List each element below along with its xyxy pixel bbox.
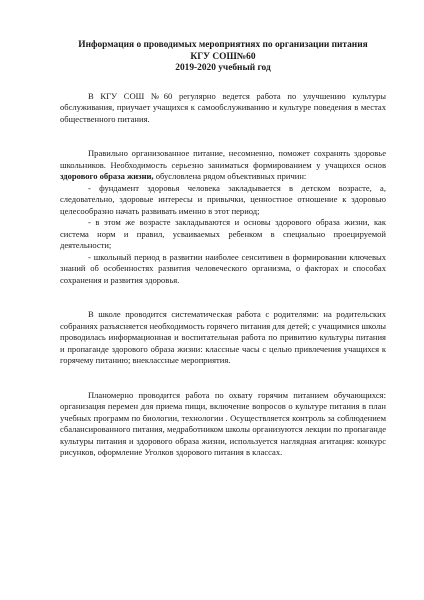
title-line-3: 2019-2020 учебный год <box>175 63 271 73</box>
list-item-1: - фундамент здоровья человека закладывается в детском возрасте, а, следовательно, здоровые интересы и привычки, ценностное отношение к здоровью целесообразно начать развивать именно в этот период; <box>60 182 386 216</box>
document-title <box>60 40 386 75</box>
list-item-2: - в этом же возрасте закладываются и основы здорового образа жизни, как система норм и правил, усваиваемых ребенком в специально проецируемой деятельности; <box>60 217 386 250</box>
title-line-2: КГУ СОШ№60 <box>190 51 256 62</box>
paragraph-3: В школе проводится систематическая работа с родителями: на родительских собраниях разъясняется необходимость горячего питания для детей; с учащимися школы проводилась информационная и воспитательная работа по привитию культуры питания и пропаганде здорового образа жизни: классные часы с целью привлечения учащихся к горячему питанию; внеклассные мероприятия. <box>60 309 386 365</box>
paragraph-2 <box>60 148 386 183</box>
paragraph-4: Планомерно проводится работа по охвату горячим питанием обучающихся: организация перемен для приема пищи, включение вопросов о культуре питания в план учебных программ по биологии, технологии . Осуществляется контроль за соблюдением сбалансированного питания, медработником школы организуются лекции по пропаганде культуры питания и здорового образа жизни, используется наглядная агитация: конкурс рисунков, оформление Уголков здорового питания в классах. <box>60 389 386 457</box>
paragraph-1: В КГУ СОШ №60 регулярно ведется работа по улучшению культуры обслуживания, приучает учащихся к самообслуживанию и культуре поведения в местах общественного питания. <box>60 90 386 124</box>
paragraph-2-after: обусловлена рядом объективных причин: <box>153 171 307 181</box>
paragraph-2-before: Правильно организованное питание, несомненно, поможет сохранять здоровье школьников. Необходимость серьезно заниматься формированием у учащихся основ <box>60 148 386 170</box>
paragraph-2-bold: здорового образа жизни, <box>60 171 154 181</box>
list-item-3: - школьный период в развитии наиболее сенситивен в формировании ключевых знаний об особенностях развития человеческого организма, о факторах и способах сохранения и развития здоровья. <box>60 251 386 285</box>
title-line-1: Информация о проводимых мероприятиях по организации питания <box>78 40 368 50</box>
